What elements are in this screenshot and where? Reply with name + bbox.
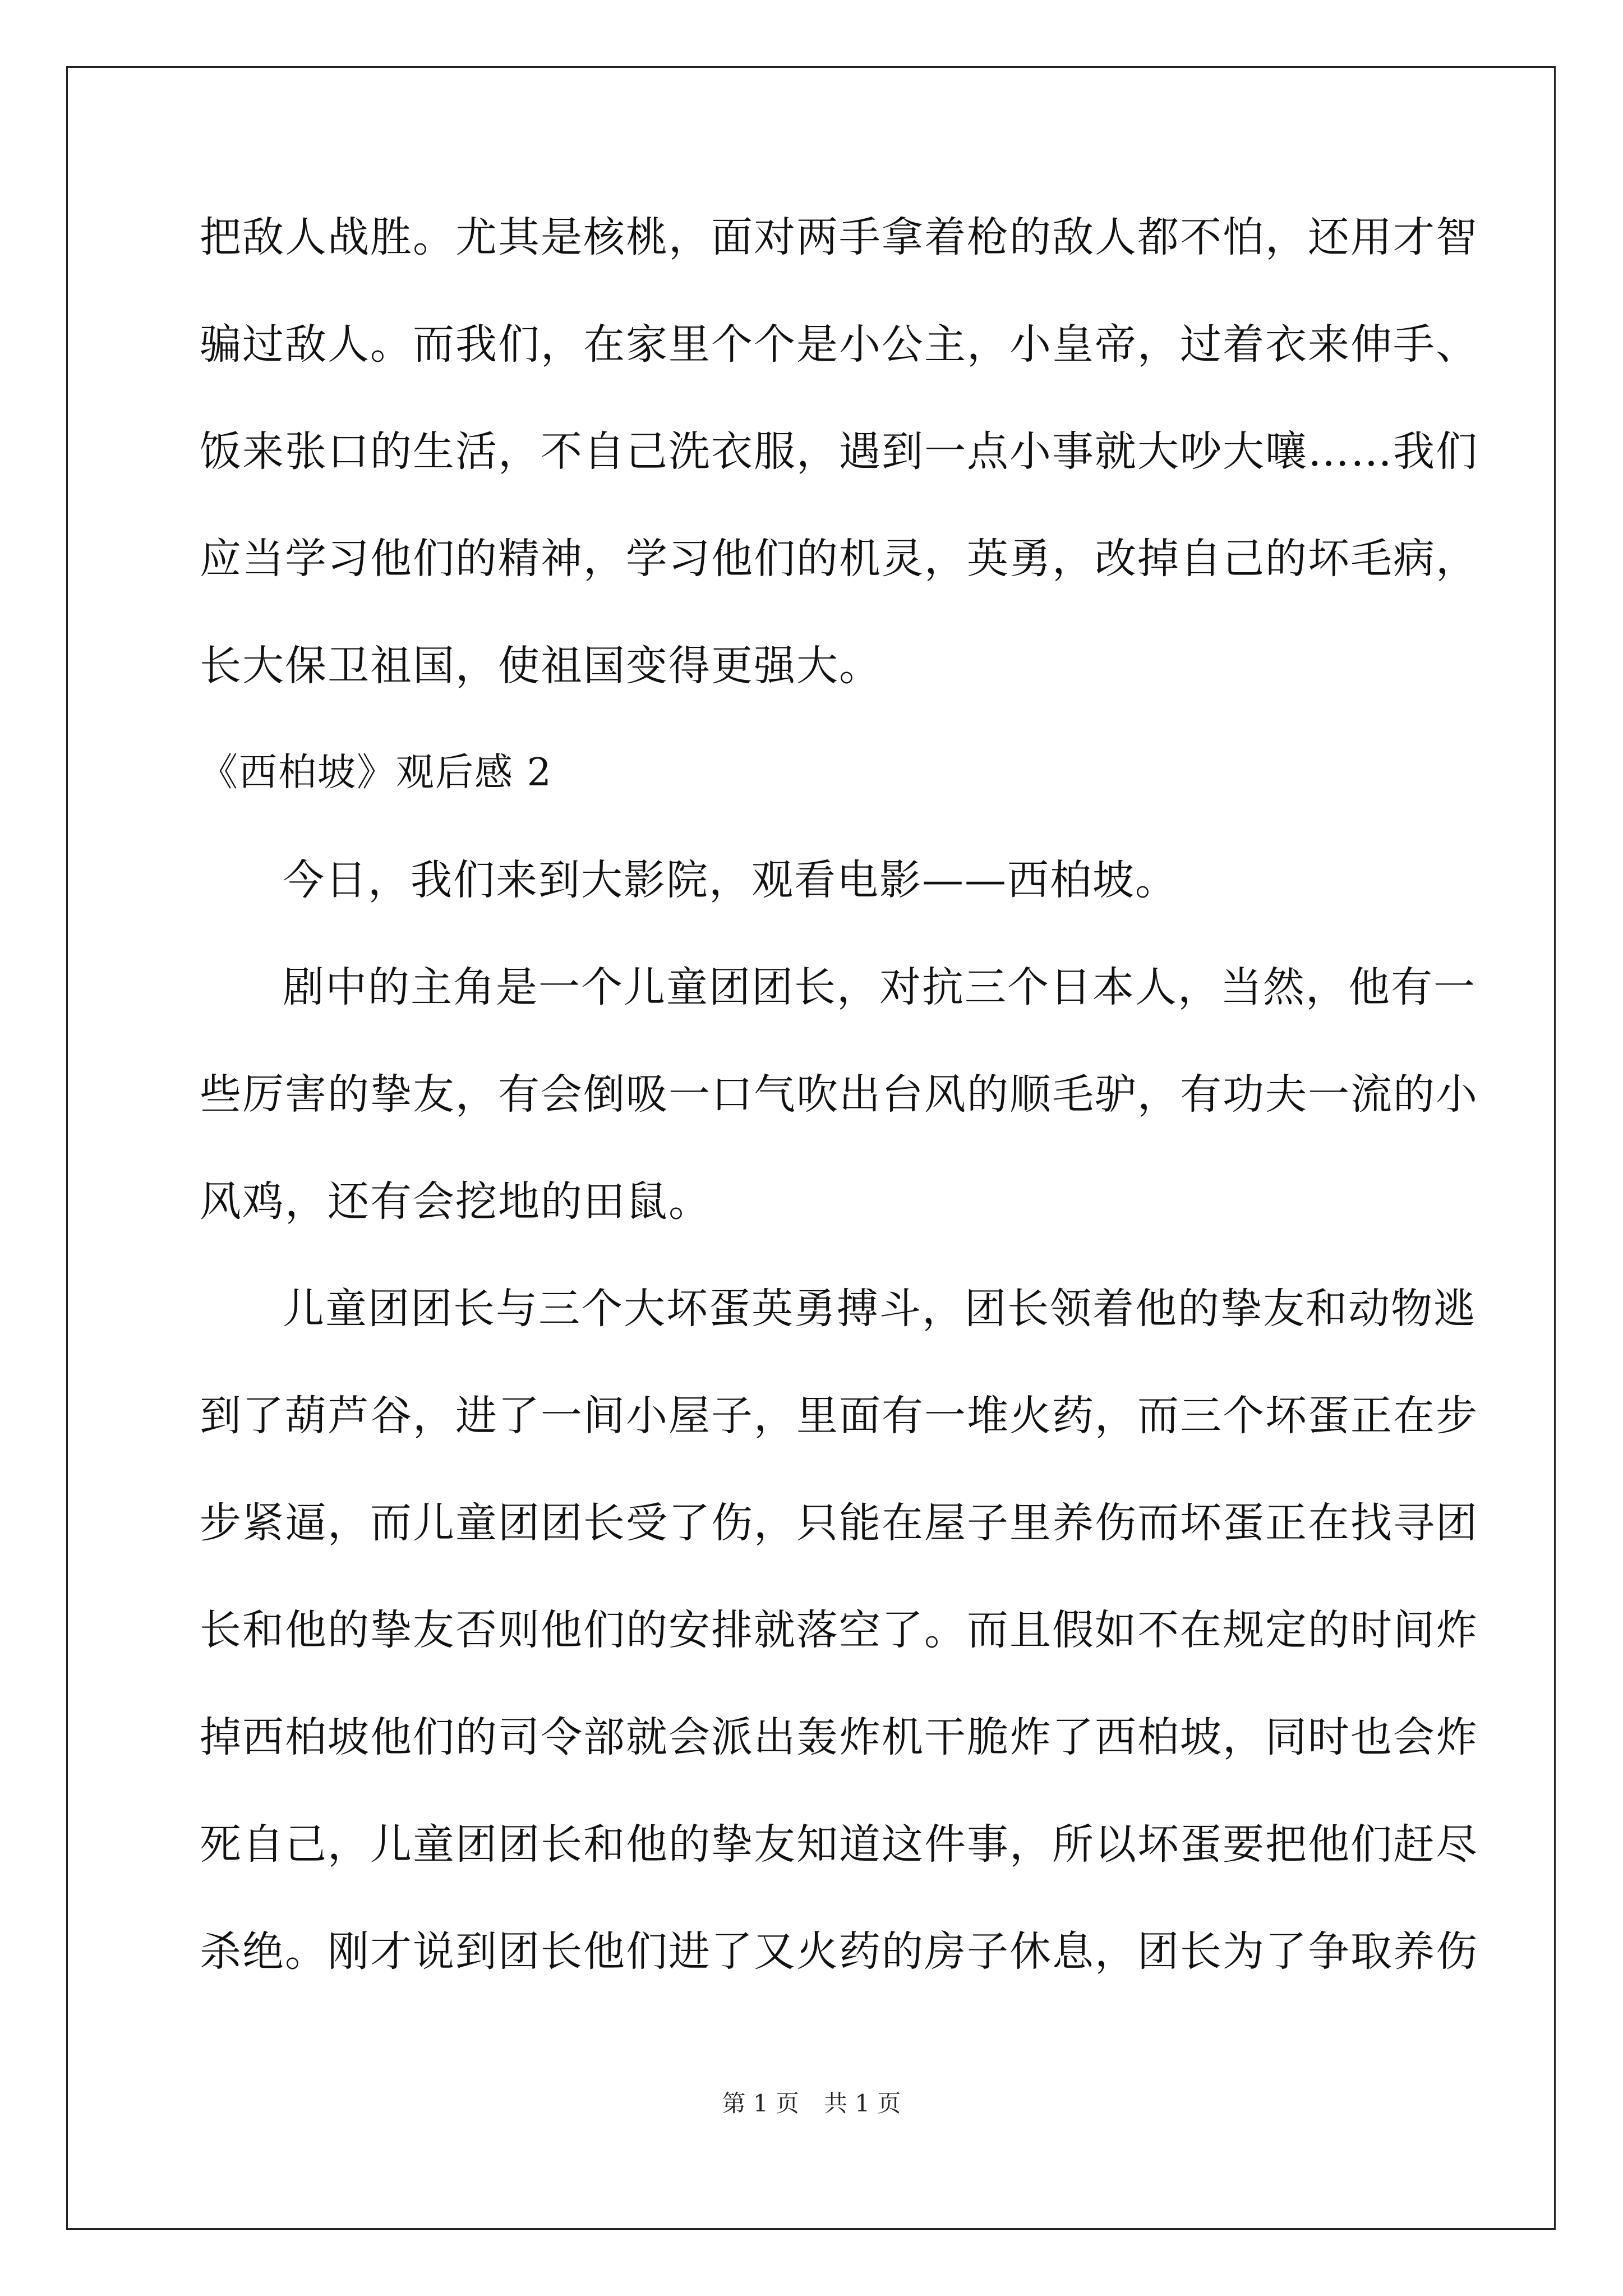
- text-line: 长大保卫祖国，使祖国变得更强大。: [200, 642, 882, 690]
- text-line: 步紧逼，而儿童团团长受了伤，只能在屋子里养伤而坏蛋正在找寻团: [200, 1499, 1478, 1547]
- text-line: 风鸡，还有会挖地的田鼠。: [200, 1177, 711, 1226]
- page-footer: [0, 2090, 1623, 2118]
- document-body: [200, 210, 1478, 2032]
- text-line: 今日，我们来到大影院，观看电影——西柏坡。: [283, 856, 1178, 904]
- text-line: 应当学习他们的精神，学习他们的机灵，英勇，改掉自己的坏毛病，: [200, 535, 1478, 583]
- text-line: 骗过敌人。而我们，在家里个个是小公主，小皇帝，过着衣来伸手、: [200, 320, 1478, 369]
- page-number: 第 1 页: [722, 2090, 799, 2117]
- text-line: 些厉害的挚友，有会倒吸一口气吹出台风的顺毛驴，有功夫一流的小: [200, 1070, 1478, 1119]
- text-line: 死自己，儿童团团长和他的挚友知道这件事，所以坏蛋要把他们赶尽: [200, 1820, 1478, 1869]
- section-heading: 《西柏坡》观后感 2: [200, 751, 552, 795]
- text-line: 掉西柏坡他们的司令部就会派出轰炸机干脆炸了西柏坡，同时也会炸: [200, 1713, 1478, 1761]
- text-line: 饭来张口的生活，不自己洗衣服，遇到一点小事就大吵大嚷……我们: [200, 427, 1478, 476]
- text-line: 把敌人战胜。尤其是核桃，面对两手拿着枪的敌人都不怕，还用才智: [200, 213, 1478, 261]
- text-line: 到了葫芦谷，进了一间小屋子，里面有一堆火药，而三个坏蛋正在步: [200, 1392, 1478, 1440]
- text-line: 剧中的主角是一个儿童团团长，对抗三个日本人，当然，他有一: [283, 963, 1476, 1011]
- text-line: 杀绝。刚才说到团长他们进了又火药的房子休息，团长为了争取养伤: [200, 1927, 1478, 1976]
- text-line: 长和他的挚友否则他们的安排就落空了。而且假如不在规定的时间炸: [200, 1606, 1478, 1654]
- text-line: 儿童团团长与三个大坏蛋英勇搏斗，团长领着他的挚友和动物逃: [283, 1285, 1476, 1333]
- page-total: 共 1 页: [824, 2090, 901, 2117]
